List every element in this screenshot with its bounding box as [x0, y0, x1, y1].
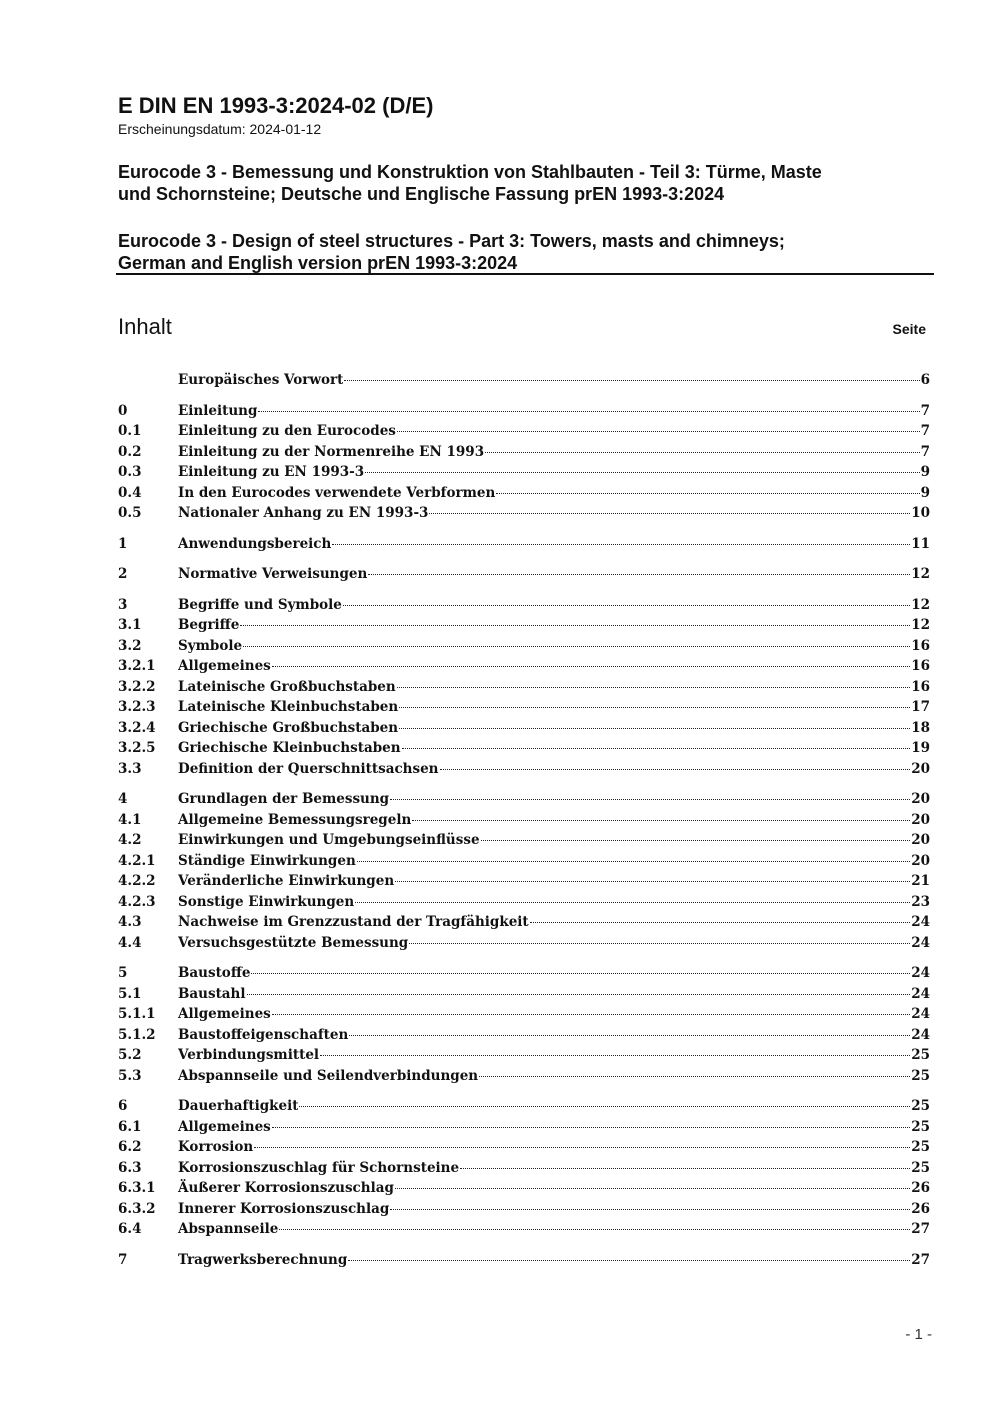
toc-entry-title: Tragwerksberechnung — [178, 1251, 348, 1268]
toc-entry-number: 3.1 — [118, 617, 142, 633]
toc-entry[interactable] — [118, 718, 930, 739]
toc-entry-page: 12 — [911, 617, 930, 633]
toc-entry-title: Griechische Großbuchstaben — [178, 719, 399, 736]
toc-entry-title: Veränderliche Einwirkungen — [178, 873, 395, 889]
toc-dot-leader — [243, 646, 910, 647]
toc-entry-page: 16 — [911, 658, 930, 674]
toc-dot-leader — [479, 1076, 910, 1077]
toc-dot-leader — [299, 1106, 910, 1107]
toc-entry[interactable] — [118, 595, 930, 616]
toc-entry[interactable] — [118, 564, 930, 585]
toc-entry[interactable] — [118, 1178, 930, 1199]
toc-entry-number: 4.2.3 — [118, 893, 156, 910]
toc-entry-title: Nationaler Anhang zu EN 1993-3 — [178, 505, 429, 521]
toc-dot-leader — [399, 707, 910, 708]
toc-entry-page: 25 — [911, 1159, 930, 1176]
toc-entry[interactable] — [118, 830, 930, 851]
toc-entry[interactable] — [118, 1004, 930, 1025]
toc-entry-title: Allgemeines — [178, 1006, 271, 1022]
toc-entry[interactable] — [118, 401, 930, 422]
toc-dot-leader — [412, 820, 910, 821]
toc-entry-page: 7 — [920, 443, 930, 460]
toc-entry[interactable] — [118, 534, 930, 555]
toc-dot-leader — [279, 1229, 910, 1230]
toc-entry-number: 5.1.2 — [118, 1026, 156, 1043]
header-divider — [116, 273, 934, 275]
toc-entry-title: Begriffe und Symbole — [178, 596, 342, 613]
toc-entry[interactable] — [118, 697, 930, 718]
title-english — [118, 230, 933, 274]
toc-entry-title: Ständige Einwirkungen — [178, 852, 356, 869]
toc-entry-page: 24 — [911, 965, 930, 981]
toc-dot-leader — [402, 748, 911, 749]
toc-entry-number: 6.4 — [118, 1221, 142, 1237]
toc-entry-title: Baustahl — [178, 985, 246, 1002]
toc-entry-title: Äußerer Korrosionszuschlag — [178, 1180, 394, 1196]
toc-entry-page: 24 — [911, 985, 930, 1002]
toc-entry-page: 27 — [911, 1251, 930, 1268]
toc-dot-leader — [272, 1014, 910, 1015]
toc-entry-title: Lateinische Großbuchstaben — [178, 678, 396, 695]
toc-dot-leader — [344, 380, 919, 381]
toc-entry-title: Versuchsgestützte Bemessung — [178, 934, 409, 951]
toc-entry-number: 3.2.5 — [118, 740, 156, 756]
toc-entry-number: 2 — [118, 566, 128, 582]
toc-entry-number: 0.3 — [118, 464, 142, 480]
toc-entry[interactable] — [118, 1137, 930, 1158]
toc-entry[interactable] — [118, 1219, 930, 1240]
toc-entry-page: 7 — [920, 402, 930, 419]
toc-entry-title: Baustoffe — [178, 965, 251, 981]
toc-entry-title: Grundlagen der Bemessung — [178, 791, 390, 807]
publication-date: Erscheinungsdatum: 2024-01-12 — [118, 121, 322, 137]
toc-entry-page: 24 — [911, 1026, 930, 1043]
toc-entry[interactable] — [118, 1096, 930, 1117]
toc-entry[interactable] — [118, 656, 930, 677]
toc-entry-number: 3.2.4 — [118, 719, 156, 736]
toc-dot-leader — [485, 452, 920, 453]
toc-entry-number: 4.2.1 — [118, 852, 156, 869]
toc-dot-leader — [357, 861, 910, 862]
toc-entry-page: 25 — [911, 1047, 930, 1063]
toc-entry-number: 3.2 — [118, 637, 142, 654]
toc-entry-title: In den Eurocodes verwendete Verbformen — [178, 484, 496, 501]
toc-entry-page: 18 — [911, 719, 930, 736]
toc-dot-leader — [368, 574, 910, 575]
toc-entry-title: Griechische Kleinbuchstaben — [178, 740, 401, 756]
toc-dot-leader — [251, 973, 910, 974]
toc-entry-page: 9 — [920, 484, 930, 501]
toc-entry-title: Europäisches Vorwort — [178, 372, 344, 388]
toc-dot-leader — [254, 1147, 910, 1148]
toc-entry-title: Symbole — [178, 637, 243, 654]
toc-dot-leader — [399, 728, 910, 729]
toc-entry-page: 20 — [911, 852, 930, 869]
toc-entry-number: 6.2 — [118, 1139, 142, 1155]
toc-entry[interactable] — [118, 892, 930, 913]
toc-entry-page: 27 — [911, 1221, 930, 1237]
toc-entry[interactable] — [118, 1199, 930, 1220]
toc-entry-number: 3.2.3 — [118, 699, 156, 715]
toc-entry-number: 3.2.2 — [118, 678, 156, 695]
toc-page-column-label: Seite — [892, 321, 926, 337]
toc-dot-leader — [343, 605, 910, 606]
toc-entry-title: Allgemeine Bemessungsregeln — [178, 811, 412, 828]
toc-dot-leader — [272, 1127, 910, 1128]
toc-entry-page: 20 — [911, 760, 930, 777]
toc-entry-number: 1 — [118, 535, 128, 552]
toc-entry-page: 16 — [911, 637, 930, 654]
toc-entry-page: 26 — [911, 1200, 930, 1217]
toc-entry-title: Normative Verweisungen — [178, 566, 368, 582]
toc-entry-title: Einleitung — [178, 402, 258, 419]
toc-entry-number: 0.4 — [118, 484, 142, 501]
toc-entry-number: 6.3.2 — [118, 1200, 156, 1217]
toc-entry-number: 4.2.2 — [118, 873, 156, 889]
toc-entry-title: Begriffe — [178, 617, 240, 633]
toc-entry-number: 0.2 — [118, 443, 142, 460]
toc-entry-title: Nachweise im Grenzzustand der Tragfähigkeit — [178, 914, 529, 930]
toc-dot-leader — [395, 1188, 910, 1189]
toc-dot-leader — [258, 411, 919, 412]
toc-entry-page: 21 — [911, 873, 930, 889]
toc-entry-page: 17 — [911, 699, 930, 715]
toc-entry[interactable] — [118, 984, 930, 1005]
toc-entry-page: 16 — [911, 678, 930, 695]
title-english-line-1: Eurocode 3 - Design of steel structures - Part 3: Towers, masts and chimneys; — [118, 231, 785, 251]
toc-entry-title: Allgemeines — [178, 658, 271, 674]
toc-entry-page: 25 — [911, 1067, 930, 1084]
toc-entry-number: 4 — [118, 791, 128, 807]
toc-entry-number: 3 — [118, 596, 128, 613]
toc-entry-number: 4.1 — [118, 811, 142, 828]
toc-entry-title: Einleitung zu der Normenreihe EN 1993 — [178, 443, 485, 460]
toc-entry-number: 4.4 — [118, 934, 142, 951]
toc-entry-title: Einwirkungen und Umgebungseinflüsse — [178, 832, 480, 848]
toc-dot-leader — [355, 902, 910, 903]
toc-entry[interactable] — [118, 871, 930, 892]
toc-entry-title: Einleitung zu EN 1993-3 — [178, 464, 365, 480]
toc-entry-page: 20 — [911, 811, 930, 828]
toc-entry-number: 6.1 — [118, 1118, 142, 1135]
toc-entry[interactable] — [118, 370, 930, 391]
toc-entry-number: 4.2 — [118, 832, 142, 848]
toc-entry-page: 24 — [911, 1006, 930, 1022]
toc-dot-leader — [332, 544, 910, 545]
toc-entry[interactable] — [118, 677, 930, 698]
toc-entry-page: 6 — [920, 372, 930, 388]
toc-entry-page: 9 — [920, 464, 930, 480]
toc-entry-number: 6 — [118, 1098, 128, 1114]
toc-entry-number: 6.3.1 — [118, 1180, 156, 1196]
toc-dot-leader — [395, 881, 910, 882]
toc-entry-number: 5 — [118, 965, 128, 981]
toc-entry-number: 7 — [118, 1251, 128, 1268]
toc-entry-title: Sonstige Einwirkungen — [178, 893, 355, 910]
toc-entry-page: 26 — [911, 1180, 930, 1196]
toc-heading: Inhalt — [118, 314, 172, 339]
title-english-line-2: German and English version prEN 1993-3:2024 — [118, 253, 518, 273]
toc-dot-leader — [429, 513, 910, 514]
toc-entry-number: 0.5 — [118, 505, 142, 521]
toc-dot-leader — [397, 431, 920, 432]
toc-entry-page: 11 — [911, 535, 930, 552]
title-german — [118, 161, 933, 205]
title-german-line-2: und Schornsteine; Deutsche und Englische Fassung prEN 1993-3:2024 — [118, 184, 725, 204]
toc-entry-number: 4.3 — [118, 914, 142, 930]
toc-entry-number: 3.2.1 — [118, 658, 156, 674]
toc-dot-leader — [496, 493, 919, 494]
toc-entry-title: Anwendungsbereich — [178, 535, 332, 552]
toc-entry-number: 5.3 — [118, 1067, 142, 1084]
toc-dot-leader — [440, 769, 911, 770]
toc-entry-page: 12 — [911, 596, 930, 613]
toc-dot-leader — [397, 687, 911, 688]
toc-entry[interactable] — [118, 759, 930, 780]
toc-entry-title: Abspannseile — [178, 1221, 279, 1237]
table-of-contents — [118, 370, 930, 1270]
toc-entry-page: 19 — [911, 740, 930, 756]
toc-entry-title: Einleitung zu den Eurocodes — [178, 423, 396, 439]
document-id: E DIN EN 1993-3:2024-02 (D/E) — [118, 93, 434, 118]
title-german-line-1: Eurocode 3 - Bemessung und Konstruktion von Stahlbauten - Teil 3: Türme, Maste — [118, 162, 822, 182]
toc-entry-page: 25 — [911, 1118, 930, 1135]
toc-entry[interactable] — [118, 1250, 930, 1271]
toc-entry[interactable] — [118, 1025, 930, 1046]
toc-entry[interactable] — [118, 442, 930, 463]
toc-dot-leader — [272, 666, 910, 667]
toc-dot-leader — [320, 1055, 910, 1056]
toc-entry[interactable] — [118, 810, 930, 831]
toc-entry-page: 23 — [911, 893, 930, 910]
toc-dot-leader — [409, 943, 910, 944]
toc-entry-title: Korrosion — [178, 1139, 254, 1155]
document-header — [118, 92, 933, 274]
toc-entry-page: 24 — [911, 914, 930, 930]
toc-dot-leader — [247, 994, 911, 995]
toc-entry[interactable] — [118, 503, 930, 524]
toc-entry[interactable] — [118, 462, 930, 483]
toc-dot-leader — [530, 922, 911, 923]
toc-entry[interactable] — [118, 483, 930, 504]
toc-entry[interactable] — [118, 1117, 930, 1138]
toc-entry[interactable] — [118, 851, 930, 872]
toc-entry[interactable] — [118, 1066, 930, 1087]
toc-entry-number: 0.1 — [118, 423, 142, 439]
toc-entry-title: Definition der Querschnittsachsen — [178, 760, 439, 777]
toc-entry[interactable] — [118, 615, 930, 636]
toc-dot-leader — [390, 799, 910, 800]
toc-entry[interactable] — [118, 789, 930, 810]
toc-entry-title: Innerer Korrosionszuschlag — [178, 1200, 390, 1217]
toc-entry[interactable] — [118, 1158, 930, 1179]
toc-entry[interactable] — [118, 963, 930, 984]
toc-entry[interactable] — [118, 421, 930, 442]
toc-entry[interactable] — [118, 1045, 930, 1066]
toc-entry-number: 6.3 — [118, 1159, 142, 1176]
toc-entry-title: Lateinische Kleinbuchstaben — [178, 699, 399, 715]
toc-entry-number: 5.1 — [118, 985, 142, 1002]
toc-entry[interactable] — [118, 933, 930, 954]
toc-entry-title: Dauerhaftigkeit — [178, 1098, 299, 1114]
toc-entry-title: Verbindungsmittel — [178, 1047, 320, 1063]
toc-entry-title: Baustoffeigenschaften — [178, 1026, 349, 1043]
toc-dot-leader — [481, 840, 911, 841]
toc-dot-leader — [240, 625, 910, 626]
toc-entry-page: 12 — [911, 566, 930, 582]
toc-entry-page: 7 — [920, 423, 930, 439]
toc-entry-page: 24 — [911, 934, 930, 951]
toc-entry-page: 25 — [911, 1098, 930, 1114]
toc-dot-leader — [348, 1260, 910, 1261]
toc-entry[interactable] — [118, 738, 930, 759]
toc-entry-page: 25 — [911, 1139, 930, 1155]
toc-entry-title: Korrosionszuschlag für Schornsteine — [178, 1159, 460, 1176]
toc-entry-page: 10 — [911, 505, 930, 521]
toc-entry-title: Abspannseile und Seilendverbindungen — [178, 1067, 479, 1084]
page-number: - 1 - — [905, 1326, 932, 1343]
toc-entry-number: 3.3 — [118, 760, 142, 777]
toc-entry-number: 5.1.1 — [118, 1006, 156, 1022]
toc-dot-leader — [349, 1035, 910, 1036]
toc-entry-page: 20 — [911, 832, 930, 848]
toc-dot-leader — [460, 1168, 910, 1169]
toc-entry-title: Allgemeines — [178, 1118, 271, 1135]
toc-dot-leader — [365, 472, 919, 473]
toc-entry-page: 20 — [911, 791, 930, 807]
toc-entry-number: 5.2 — [118, 1047, 142, 1063]
toc-entry-number: 0 — [118, 402, 128, 419]
toc-entry[interactable] — [118, 636, 930, 657]
toc-dot-leader — [390, 1209, 910, 1210]
toc-entry[interactable] — [118, 912, 930, 933]
